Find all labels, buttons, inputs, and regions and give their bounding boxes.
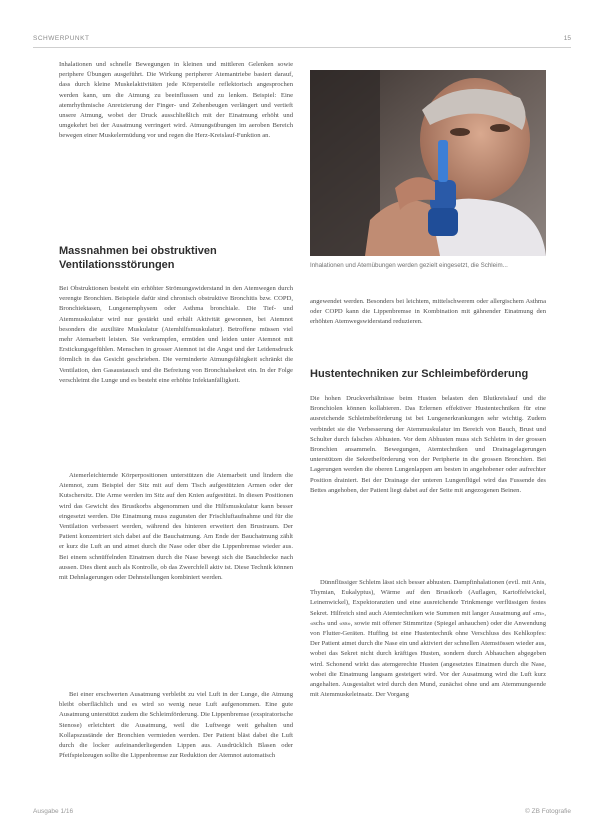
- running-head: SCHWERPUNKT: [33, 35, 90, 42]
- paragraph-exhalation: Bei einer erschwerten Ausatmung verbleibt zu viel Luft in der Lunge, die Atmung bleibt oberflächlich und es wird so wenig neue Luft aufgenommen. Eine gute Ausatmung unterstützt zudem die Schleimförderung. Die Lippenbremse (exspiratorische Stenose) erleichtert die Ausatmung, weil die Luftwege weit gehalten und Kollapszustände der Bronchien vermieden werden. Der Patient bläst dabei die Luft durch die locker aufeinanderliegenden Lippen aus. Ausdrücklich Blasen oder Pfeifspielzeugen sollte die Lippenbremse zur Reduktion der Atemnot automatisch: [59, 691, 294, 760]
- header-divider: [33, 47, 571, 48]
- photo-illustration: [310, 70, 546, 256]
- footer-photo-credit: © ZB Fotografie: [525, 808, 571, 815]
- paragraph-body-positions: Atemerleichternde Körperpositionen unterstützen die Atemarbeit und lindern die Atemnot, zum Beispiel der Sitz mit auf dem Tisch aufgestützten Armen oder der Kutschersitz. Die Arme werden im Sitz auf den Knien aufgestützt. In diesen Positionen wird das Gewicht des Brustkorbs abgenommen und die Hilfsmuskulatur kann besser eingesetzt werden. Die Einatmung muss zugunsten der Frischluftaufnahme und für die Ventilation verbessert werden, während des hinteren erweitert den Brustraum. Der Patient konzentriert sich dabei auf die Bauchatmung. Am Ende der Bauchatmung zählt er kurz die Luft an und atmet durch die Nase oder über die Lippenbremse wieder aus. Bei einem schnüffelnden Einatmen durch die Nase bewegt sich die Bauchdecke nach aussen. Dies dient auch als Kontrolle, ob das Zwerchfell aktiv ist. Diese Technik können mit Dehnlagerungen oder Dehnstellungen kombiniert werden.: [59, 472, 293, 582]
- footer-issue: Ausgabe 1/16: [33, 808, 74, 815]
- paragraph-obstruction: Bei Obstruktionen besteht ein erhöhter Strömungswiderstand in den Atemwegen durch verengte Bronchien. Beispiele dafür sind chronisch obstruktive Bronchitis bzw. COPD, Bronchiektasen, Lungenemphysem oder Asthma bronchiale. Die Tief- und Atemmuskulatur wird nur gestärkt und erhält Aktivität gewonnen, bei Atemnot besonders die auxiliäre Muskulatur (Atemhilfsmuskulatur). Betroffene müssen viel mehr Atemarbeit leisten. Sie verkrampfen, ermüden und leiden unter Atemnot mit Erstickungsgefühlen. Menschen in grosser Atemnot ist die Angst und der Leidensdruck förmlich in das Gesicht geschrieben. Die verminderte Atmungsfähigkeit schränkt die Ventilation, den Gasaustausch und die Befreiung von Bronchialsekret ein. In der Folge verschleimt die Lunge und es besteht eine erhöhte Infektanfälligkeit.: [59, 285, 293, 384]
- section-heading-obstructive: Massnahmen bei obstruktiven Ventilationsstörungen: [59, 245, 217, 271]
- figure-caption: Inhalationen und Atemübungen werden gezielt eingesetzt, die Schleim...: [310, 262, 508, 269]
- paragraph-coughing-pressure: Die hohen Druckverhältnisse beim Husten belasten den Blutkreislauf und die Bronchiolen können kollabieren. Das Erlernen effektiver Hustentechniken für eine ausreichende Schleimbeförderung ist bei Lungenerkrankungen sehr wichtig. Zudem verbindet sie die Verbesserung der Atemmuskulatur im Bereich von Bauch, Brust und Schulter durch falsches Abhusten. Vor dem Abhusten muss sich Schleim in der grossen Bronchien ansammeln. Bewegungen, Atemtechniken und Drainagelagerungen unterstützen die Sekretbeförderung von der Peripherie in die grossen Bronchien. Bei Lagerungen werden die oberen Lungenlappen am besten in angehobener oder aufrechter Position drainiert. Bei der Drainage der unteren Lungenflügel wird das Fussende des Bettes angehoben, der Patient liegt dabei auf der Seite mit angezogenen Beinen.: [310, 395, 546, 494]
- intro-paragraph: Inhalationen und schnelle Bewegungen in kleinen und mittleren Gelenken sowie periphere Übungen ausgeführt. Die Wirkung peripherer Atemantriebe basiert darauf, dass durch kleine Muskelaktivitäten jede Körperstelle reflektorisch angesprochen werden kann, um die Atmung zu beeinflussen und zu lenken. Beispiel: Eine atemrhythmische Anreizierung der Finger- und Zehenbeugen verlängert und vertieft unsere Atmung, wobei der Druck ausschließlich mit der Einatmung erhöht und umgekehrt bei der Ausatmung verringert wird. Atmungsübungen im aeroben Bereich bewegen einer Muskelermüdung vor und regen die Herz-Kreislauf-Funktion an.: [59, 61, 293, 140]
- section-heading-coughing: Hustentechniken zur Schleimbeförderung: [310, 368, 529, 380]
- photo-inhalation: [310, 70, 546, 256]
- paragraph-continuation: angewendet werden. Besonders bei leichtem, mittelschwerem oder allergischem Asthma oder COPD kann die Lippenbremse in Kombination mit gähnender Einatmung den erhöhten Atemwegswiderstand reduzieren.: [310, 298, 546, 326]
- paragraph-mucus-liquefaction: Dünnflüssiger Schleim lässt sich besser abhusten. Dampfinhalationen (evtl. mit Anis, Thymian, Eukalyptus), Wärme auf den Brustkorb (Auflagen, Kartoffelwickel, Leinenwickel), Expektoranzien und eine ausreichende Trinkmenge verflüssigen festes Sekret. Hilfreich sind auch Atemtechniken wie Summen mit langer Ausatmung auf «m», «sch» und «ss», sowie mit offener Stimmritze (Spiegel anhauchen) oder die Anwendung von Flutter-Geräten. Huffing ist eine Hustentechnik ohne Verschluss des Kehlkopfes: Der Patient atmet durch die Nase ein und aktiviert der schnellen Atemstössen wieder aus, wobei das Sekret nicht durch kräftiges Husten, sondern durch Abhauchen abgegeben wird. Schonend wirkt das atemgerechte Husten (angesetztes Einatmen durch die Nase, wobei die Einatmung langsam gesteigert wird. Vor der Ausatmung wird die Luft kurz angehalten. Ausgestaltet wird durch den Mund, zunächst ohne und am Atemmungsende mit Atemmuskeleinsatz. Der Vorgang: [310, 579, 546, 699]
- page-number: 15: [563, 35, 571, 42]
